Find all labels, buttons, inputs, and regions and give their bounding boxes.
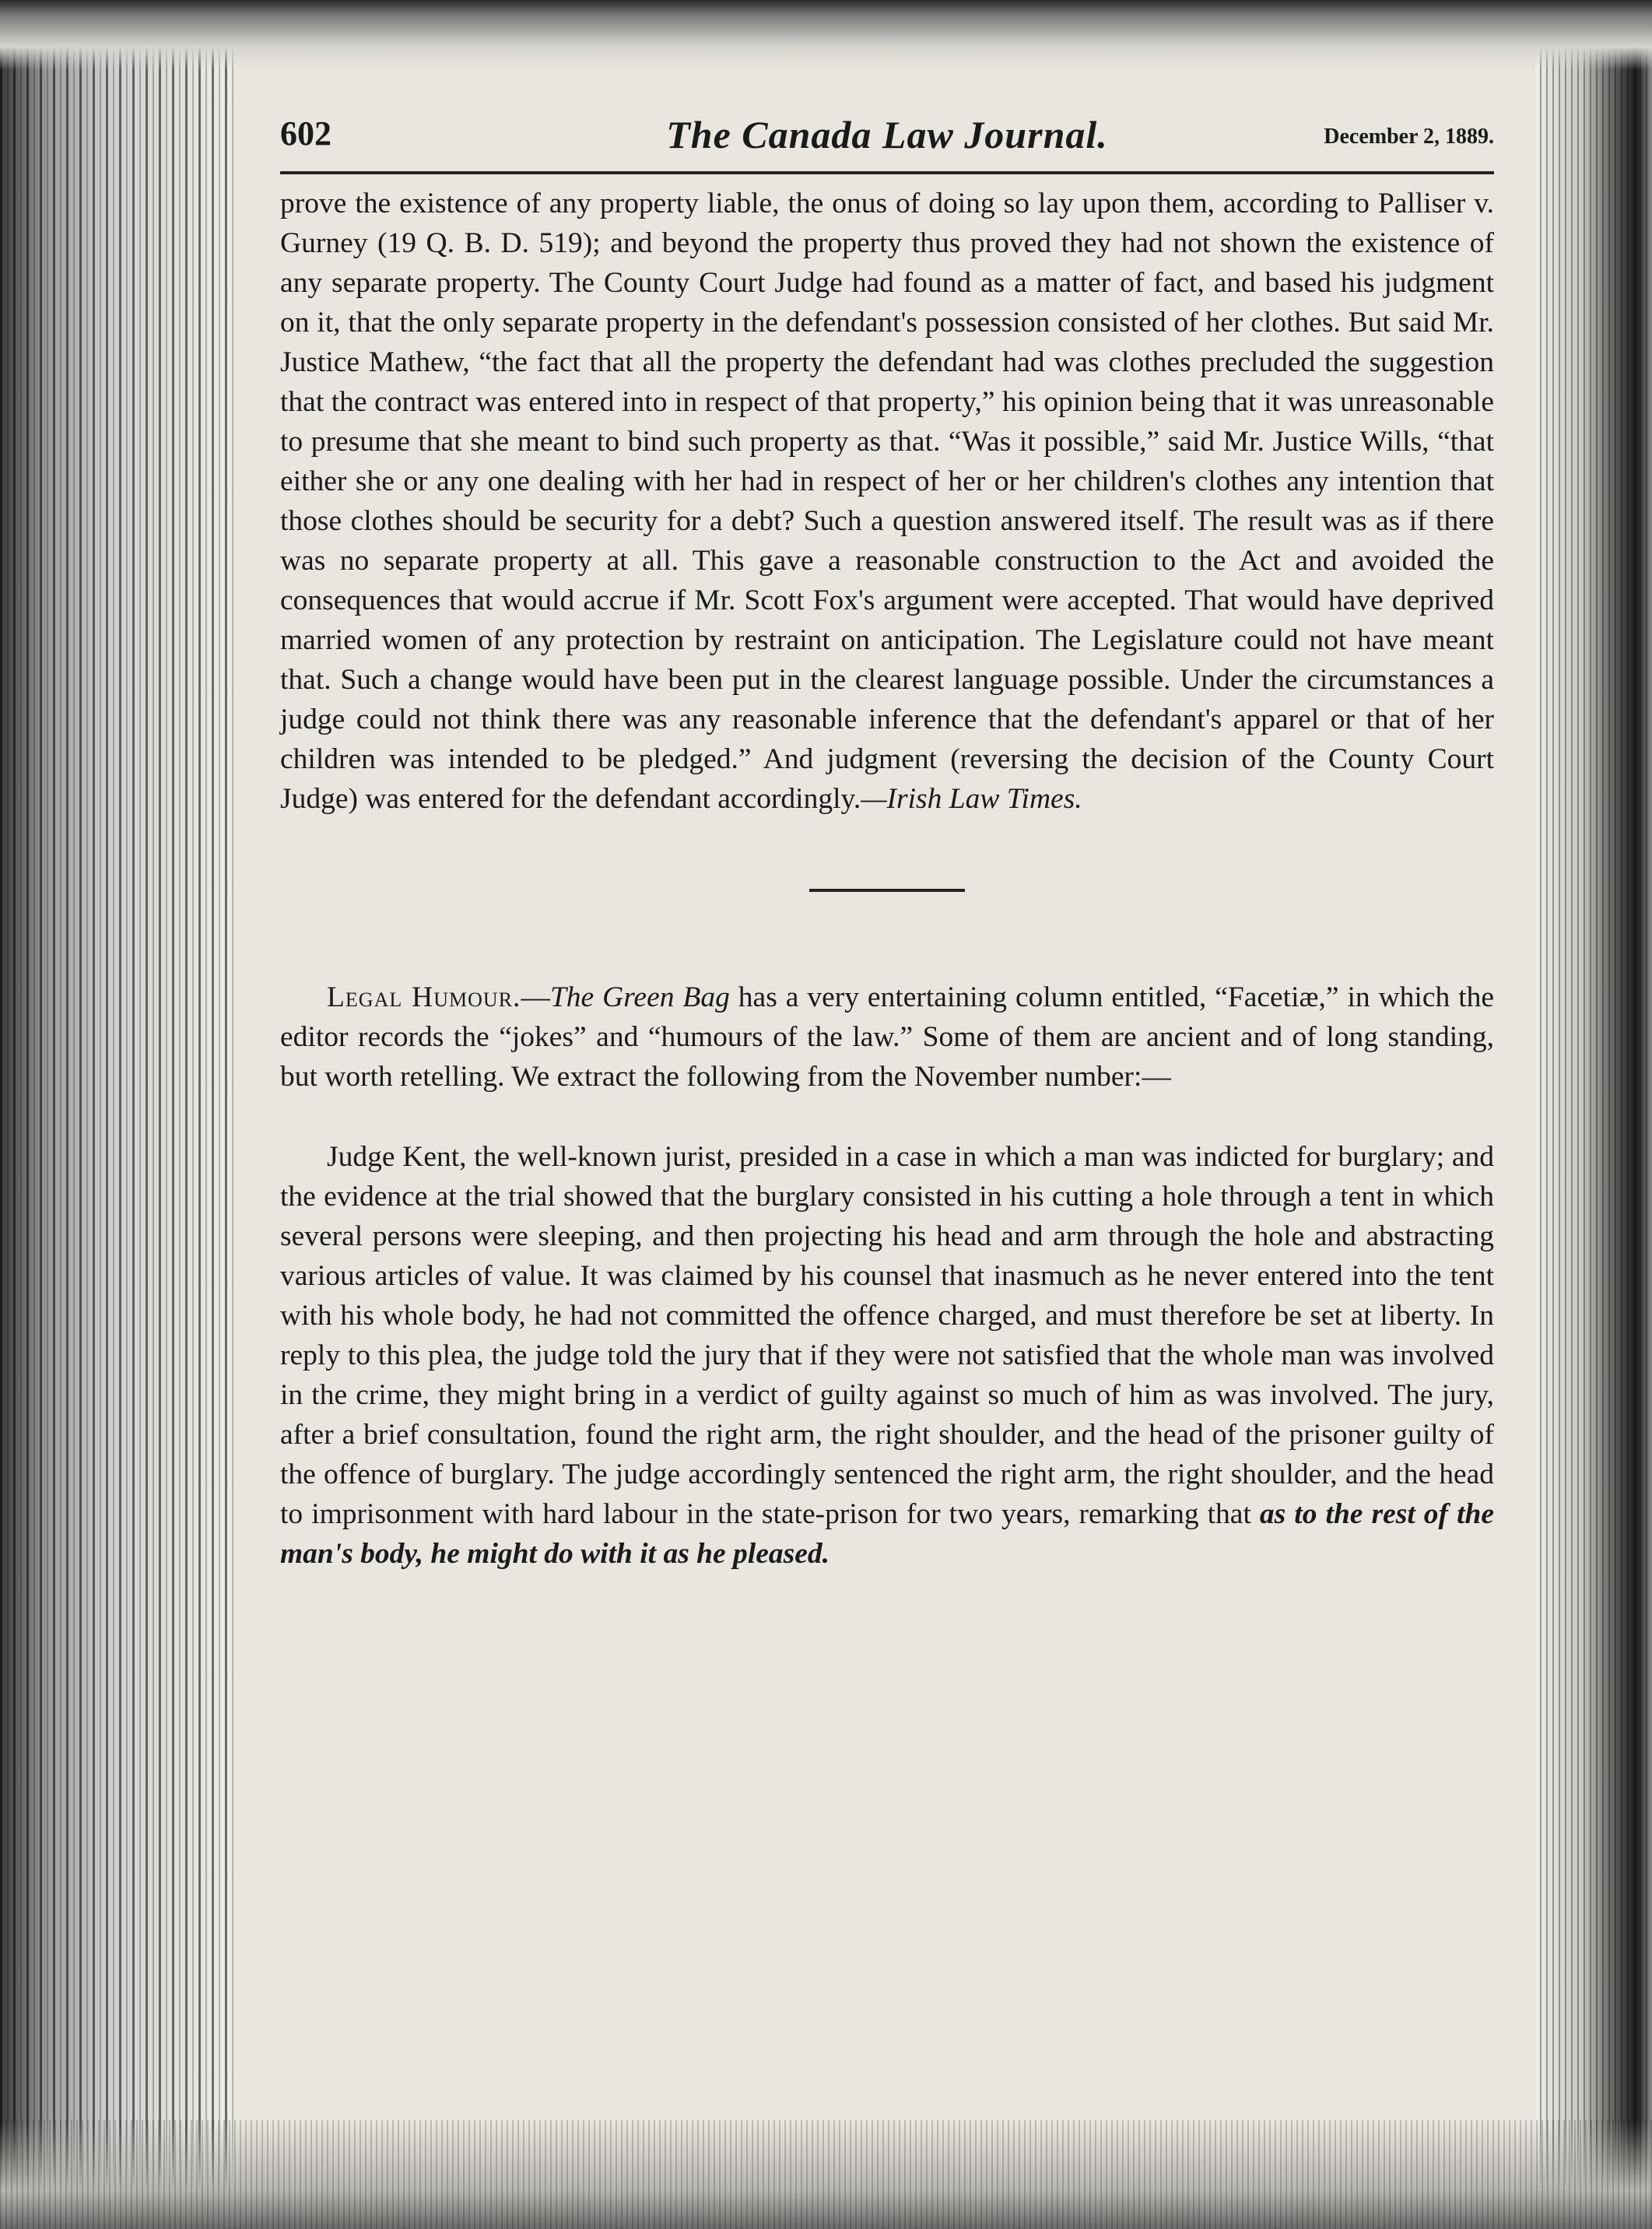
anecdote-text: Judge Kent, the well-known jurist, presided in a case in which a man was indicted for burglary; and the evidence at the trial showed that the burglary consisted in his cutting a hole through a tent in which several persons were sleeping, and then projecting his head and arm through the hole and abstracting various articles of value. It was claimed by his counsel that inasmuch as he never entered into the tent with his whole body, he had not committed the offence charged, and must therefore be set at liberty. In reply to this plea, the judge told the jury that if they were not satisfied that the whole man was involved in the crime, they might bring in a verdict of guilty against so much of him as was involved. The jury, after a brief consultation, found the right arm, the right shoulder, and the head of the prisoner guilty of the offence of burglary. The judge accordingly sentenced the right arm, the right shoulder, and the head to imprisonment with hard labour in the state-prison for two years, remarking that xyxy=(280,1141,1494,1530)
page-number: 602 xyxy=(280,114,331,153)
article-continuation-text: prove the existence of any property liable, the onus of doing so lay upon them, according to Palliser v. Gurney (19 Q. B. D. 519); and beyond the property thus proved they had not shown the existence of any separate property. The County Court Judge had found as a matter of fact, and based his judgment on it, that the only separate property in the defendant's possession consisted of her clothes. But said Mr. Justice Mathew, “the fact that all the property the defendant had was clothes precluded the suggestion that the contract was entered into in respect of that property,” his opinion being that it was unreasonable to presume that she meant to bind such property as that. “Was it possible,” said Mr. Justice Wills, “that either she or any one dealing with her had in respect of her or her children's clothes any intention that those clothes should be security for a debt? Such a question answered itself. The result was as if there was no separate property at all. This gave a reasonable construction to the Act and avoided the consequences that would accrue if Mr. Scott Fox's argument were accepted. That would have deprived married women of any protection by restraint on anticipation. The Legislature could not have meant that. Such a change would have been put in the clearest language possible. Under the circumstances a judge could not think there was any reasonable inference that the defendant's apparel or that of her children was intended to be pledged.” And judgment (reversing the decision of the County Court Judge) was entered for the defendant accordingly. xyxy=(280,188,1494,815)
page-header xyxy=(280,109,1494,174)
anecdote-closing-remark: as to the rest of the man's body, he might do with it as he pleased. xyxy=(280,1498,1494,1570)
scan-border-bottom xyxy=(0,2120,1652,2229)
scan-border-right xyxy=(1535,0,1652,2229)
journal-page xyxy=(280,109,1494,1574)
journal-title: The Canada Law Journal. xyxy=(666,113,1108,156)
scan-border-top xyxy=(0,0,1652,70)
legal-humour-paragraph xyxy=(280,978,1494,1097)
judge-kent-anecdote-paragraph xyxy=(280,1137,1494,1574)
legal-humour-heading: Legal Humour. xyxy=(327,981,521,1013)
article-source-citation: —Irish Law Times. xyxy=(861,783,1082,815)
section-divider xyxy=(809,889,965,892)
article-continuation-paragraph xyxy=(280,184,1494,819)
legal-humour-dash: — xyxy=(521,981,550,1013)
legal-humour-text: has a very entertaining column entitled, “Facetiæ,” in which the editor records the “jokes” and “humours of the law.” Some of them are ancient and of long standing, but worth retelling. We extract the following from the November number:— xyxy=(280,981,1495,1093)
issue-date: December 2, 1889. xyxy=(1324,125,1494,149)
publication-name: The Green Bag xyxy=(549,981,730,1013)
scan-border-left xyxy=(0,0,233,2229)
